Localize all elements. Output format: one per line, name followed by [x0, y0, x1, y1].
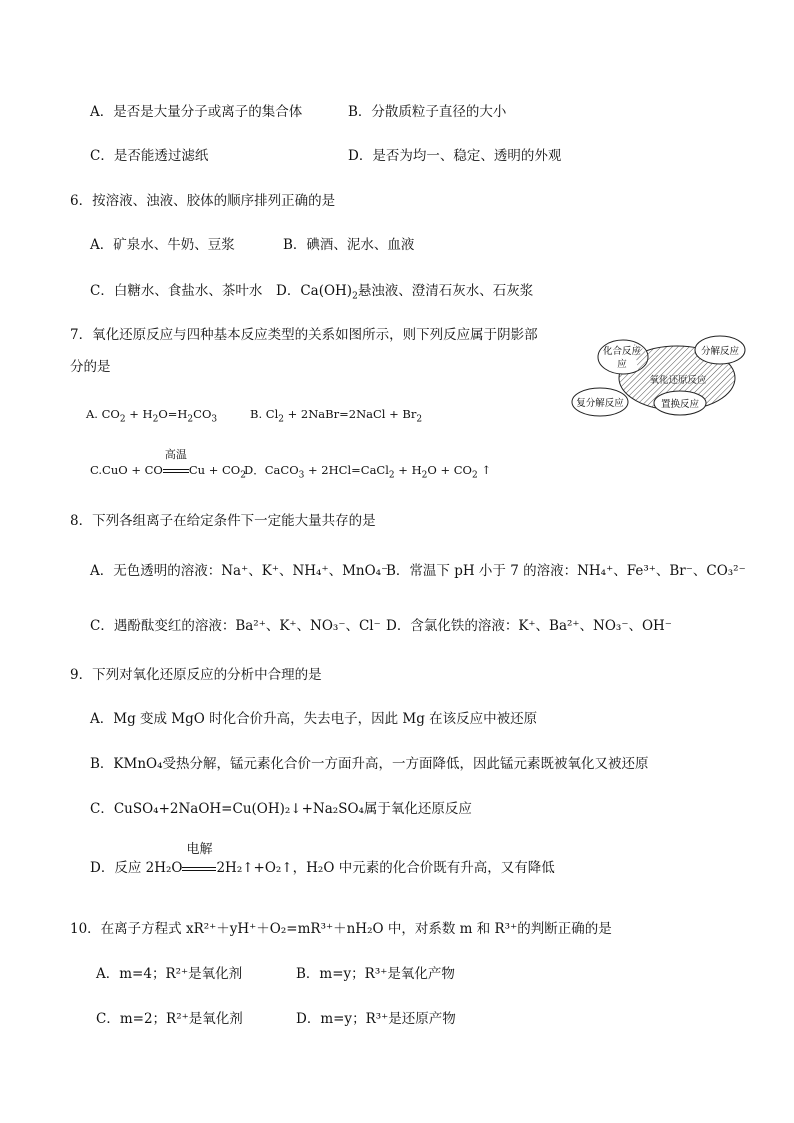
q8-option-a: A．无色透明的溶液：Na⁺、K⁺、NH₄⁺、MnO₄⁻	[90, 563, 389, 579]
q9-option-c: C．CuSO₄+2NaOH=Cu(OH)₂↓+Na₂SO₄属于氧化还原反应	[90, 801, 472, 817]
q7-option-d: D．CaCO$_3$ + 2HCl=CaCl$_2$ + $H_2O + CO_2$ ↑	[244, 463, 491, 481]
q5-option-b: B．分散质粒子直径的大小	[348, 104, 507, 120]
q5-option-d: D．是否为均一、稳定、透明的外观	[348, 148, 562, 164]
q10-stem: 10．在离子方程式 xR²⁺＋yH⁺＋O₂=mR³⁺＋nH₂O 中，对系数 m 和 R³⁺的判断正确的是	[70, 921, 612, 937]
q8-option-d: D．含氯化铁的溶液：K⁺、Ba²⁺、NO₃⁻、OH⁻	[386, 618, 672, 634]
q9-option-a: A．Mg 变成 MgO 时化合价升高，失去电子，因此 Mg 在该反应中被还原	[90, 711, 538, 727]
q10-option-c: C．m=2；R²⁺是氧化剂	[96, 1011, 243, 1027]
q9-option-b: B．KMnO₄受热分解，锰元素化合价一方面升高，一方面降低，因此锰元素既被氧化又被还原	[90, 756, 649, 772]
q8-option-b: B．常温下 pH 小于 7 的溶液：NH₄⁺、Fe³⁺、Br⁻、CO₃²⁻	[386, 563, 746, 579]
q8-stem: 8．下列各组离子在给定条件下一定能大量共存的是	[70, 513, 376, 529]
q6-option-a: A．矿泉水、牛奶、豆浆	[90, 237, 235, 253]
q10-option-d: D．m=y；R³⁺是还原产物	[296, 1011, 456, 1027]
q7-stem-line2: 分的是	[70, 359, 111, 375]
q6-option-d: D．$Ca(OH)_2$悬浊液、澄清石灰水、石灰浆	[276, 283, 534, 302]
electrolysis-condition: 电解	[182, 859, 216, 877]
q8-option-c: C．遇酚酞变红的溶液：Ba²⁺、K⁺、NO₃⁻、Cl⁻	[90, 618, 381, 634]
condition-equals: 高温	[163, 461, 189, 479]
label-decomposition: 分解反应	[700, 346, 740, 357]
q6-option-c: C．白糖水、食盐水、茶叶水	[90, 283, 263, 299]
q6-option-b: B．碘酒、泥水、血液	[283, 237, 415, 253]
q9-stem: 9．下列对氧化还原反应的分析中合理的是	[70, 667, 322, 683]
q5-option-c: C．是否能透过滤纸	[90, 148, 209, 164]
label-redox: 氧化还原反应	[649, 375, 707, 386]
q10-option-a: A．m=4；R²⁺是氧化剂	[96, 966, 243, 982]
reaction-type-venn-diagram	[570, 330, 756, 430]
q5-option-a: A．是否是大量分子或离子的集合体	[90, 104, 303, 120]
label-double-displacement: 复分解反应	[576, 398, 624, 409]
q7-option-b: B. $Cl_2$ + 2NaBr=2NaCl + $Br_2$	[250, 407, 423, 425]
q7-option-c: C.CuO + CO 高温 $Cu + CO_2$	[90, 448, 246, 481]
q7-option-a: A. $CO_2 + H_2O=H_2CO_3$	[86, 407, 218, 425]
q6-stem: 6．按溶液、浊液、胶体的顺序排列正确的是	[70, 193, 336, 209]
label-displacement: 置换反应	[660, 399, 700, 410]
q7-stem-line1: 7．氧化还原反应与四种基本反应类型的关系如图所示，则下列反应属于阴影部	[70, 327, 538, 343]
label-combination: 化合反应	[602, 346, 642, 357]
svg-text:应: 应	[617, 359, 627, 370]
q9-option-d: D．反应 2H₂O 电解 2H₂↑+O₂↑，H₂O 中元素的化合价既有升高，又有降低	[90, 842, 555, 876]
q10-option-b: B．m=y；R³⁺是氧化产物	[296, 966, 455, 982]
